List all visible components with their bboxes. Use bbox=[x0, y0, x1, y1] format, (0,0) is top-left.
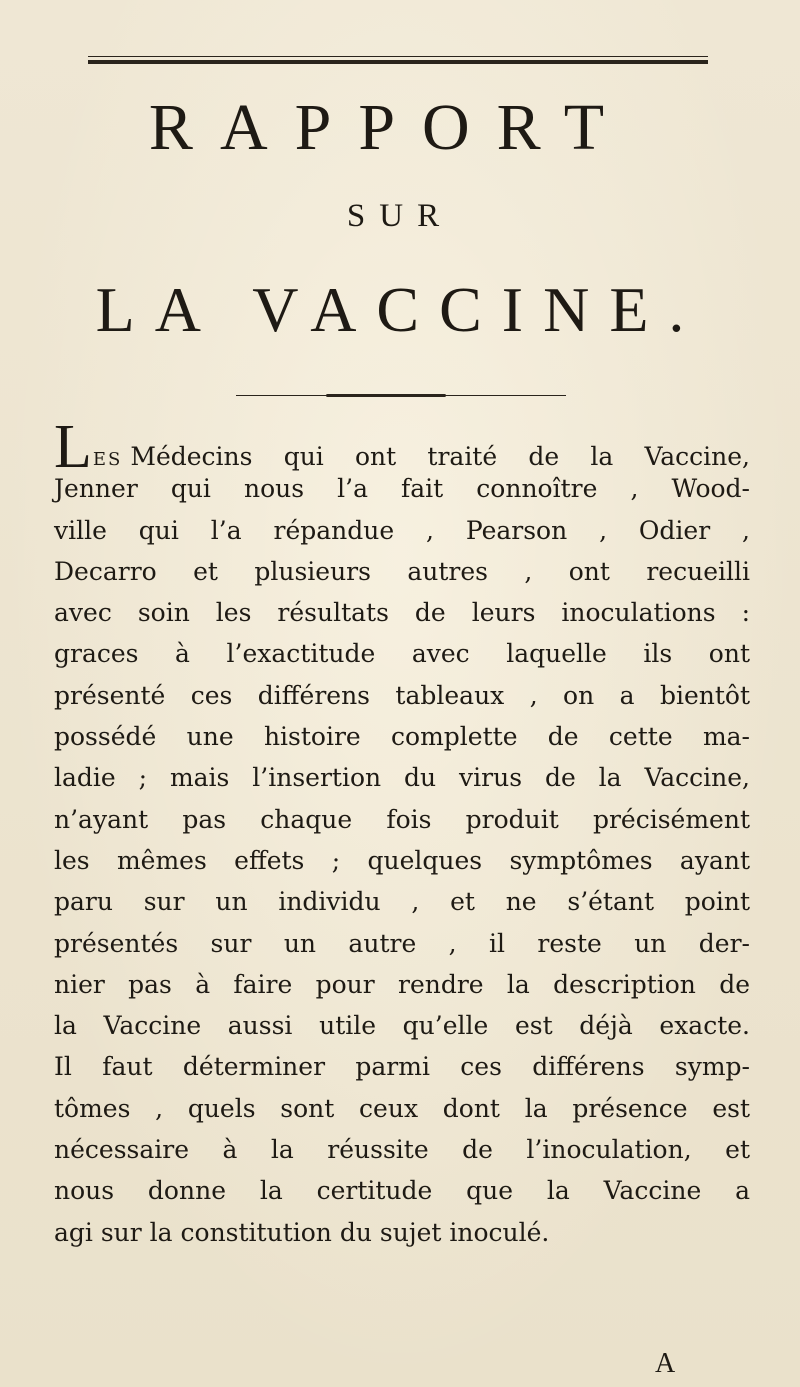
text-line-5: avec soin les résultats de leurs inoculations : bbox=[54, 598, 750, 628]
lead-small-caps: ES bbox=[92, 449, 123, 470]
text-line-2: Jenner qui nous l’a fait connoître , Wood- bbox=[54, 474, 750, 504]
top-double-rule bbox=[88, 56, 708, 64]
ornamental-rule bbox=[236, 394, 566, 397]
text-line-15: la Vaccine aussi utile qu’elle est déjà exacte. bbox=[54, 1011, 750, 1041]
text-line-7: présenté ces différens tableaux , on a bientôt bbox=[54, 680, 750, 710]
document-subject: LA VACCINE. bbox=[95, 274, 705, 345]
top-rule-thick-line bbox=[88, 60, 708, 64]
text-line-14: nier pas à faire pour rendre la description de bbox=[54, 969, 750, 999]
text-line-18: nécessaire à la réussite de l’inoculation, et bbox=[54, 1135, 750, 1165]
body-paragraph bbox=[54, 413, 750, 1253]
text-line-6: graces à l’exactitude avec laquelle ils ont bbox=[54, 639, 750, 669]
text-line-9: ladie ; mais l’insertion du virus de la Vaccine, bbox=[54, 763, 750, 793]
text-line-12: paru sur un individu , et ne s’étant point bbox=[54, 887, 750, 917]
text-line-10: n’ayant pas chaque fois produit précisément bbox=[54, 804, 750, 834]
text-line-8: possédé une histoire complette de cette ma- bbox=[54, 722, 750, 752]
title-connector: SUR bbox=[346, 198, 454, 234]
text-line-1 bbox=[54, 413, 750, 481]
ornamental-rule-swell bbox=[326, 394, 446, 397]
text-line-16: Il faut déterminer parmi ces différens symp- bbox=[54, 1052, 750, 1082]
text-line-13: présentés sur un autre , il reste un der- bbox=[54, 928, 750, 958]
text-line-20: agi sur la constitution du sujet inoculé. bbox=[54, 1217, 550, 1247]
text-line-4: Decarro et plusieurs autres , ont recueilli bbox=[54, 556, 750, 586]
catchword: A bbox=[655, 1348, 676, 1379]
top-rule-thin-line bbox=[88, 56, 708, 57]
text-line-3: ville qui l’a répandue , Pearson , Odier , bbox=[54, 515, 750, 545]
text-line-11: les mêmes effets ; quelques symptômes ayant bbox=[54, 845, 750, 875]
text-line-1-content: Médecins qui ont traité de la Vaccine, bbox=[130, 442, 750, 471]
text-line-17: tômes , quels sont ceux dont la présence est bbox=[54, 1093, 750, 1123]
text-line-19: nous donne la certitude que la Vaccine a bbox=[54, 1176, 750, 1206]
drop-cap: L bbox=[54, 413, 92, 481]
document-title: RAPPORT bbox=[148, 91, 632, 164]
